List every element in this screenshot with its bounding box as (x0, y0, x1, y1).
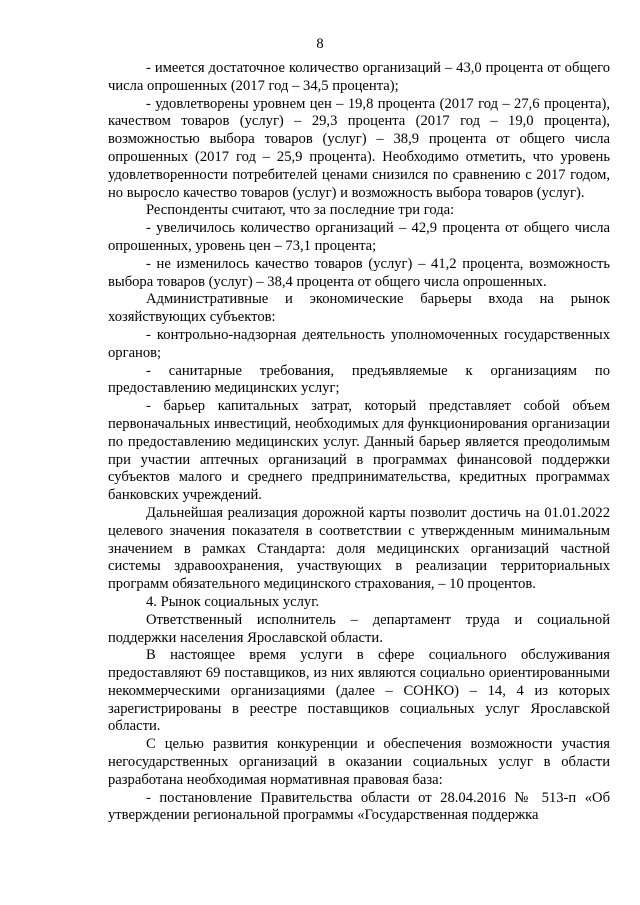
document-body (108, 60, 610, 825)
paragraph: - увеличилось количество организаций – 42,9 процента от общего числа опрошенных, уровень цен – 73,1 процента; (108, 220, 610, 254)
paragraph: С целью развития конкуренции и обеспечения возможности участия негосударственных организаций в оказании социальных услуг в области разработана необходимая нормативная правовая база: (108, 736, 610, 788)
page-number: 8 (316, 36, 324, 52)
paragraph: Административные и экономические барьеры входа на рынок хозяйствующих субъектов: (108, 291, 610, 326)
paragraph: - санитарные требования, предъявляемые к организациям по предоставлению медицинских услуг; (108, 362, 610, 397)
paragraph: В настоящее время услуги в сфере социального обслуживания предоставляют 69 поставщиков, из них являются социально ориентированными некоммерческими организациями (далее – СОНКО) – 14, 4 из которых зарегистрированы в реестре поставщиков социальных услуг Ярославской области. (108, 647, 610, 735)
paragraph: - контрольно-надзорная деятельность уполномоченных государственных органов; (108, 326, 610, 361)
section-heading: 4. Рынок социальных услуг. (146, 593, 320, 610)
paragraph: - удовлетворены уровнем цен – 19,8 процента (2017 год – 27,6 процента), качеством товаров (услуг) – 29,3 процента (2017 год – 19,0 процента), возможностью выбора товаров (услуг) – 38,9 процента от общего числа опрошенных (2017 год – 25,9 процента). Необходимо отметить, что уровень удовлетворенности потребителей ценами снизился по сравнению с 2017 годом, но выросло качество товаров (услуг) и возможность выбора товаров (услуг). (108, 95, 610, 201)
paragraph: - не изменилось качество товаров (услуг) – 41,2 процента, возможность выбора товаров (услуг) – 38,4 процента от общего числа опрошенных. (108, 255, 610, 290)
paragraph: - имеется достаточное количество организаций – 43,0 процента от общего числа опрошенных (2017 год – 34,5 процента); (108, 60, 610, 94)
paragraph: - барьер капитальных затрат, который представляет собой объем первоначальных инвестиций, необходимых для функционирования организации по предоставлению медицинских услуг. Данный барьер является преодолимым при участии аптечных организаций в программах финансовой поддержки субъектов малого и среднего предпринимательства, кредитных программах банковских учреждений. (108, 398, 610, 504)
paragraph: Ответственный исполнитель – департамент труда и социальной поддержки населения Ярославской области. (108, 611, 610, 646)
paragraph: - постановление Правительства области от 28.04.2016 № 513-п «Об утверждении региональной программы «Государственная поддержка (108, 789, 610, 824)
paragraph: Дальнейшая реализация дорожной карты позволит достичь на 01.01.2022 целевого значения показателя в соответствии с утвержденным минимальным значением в рамках Стандарта: доля медицинских организаций частной системы здравоохранения, участвующих в реализации территориальных программ обязательного медицинского страхования, – 10 процентов. (108, 504, 610, 593)
paragraph: Респонденты считают, что за последние три года: (146, 202, 455, 219)
